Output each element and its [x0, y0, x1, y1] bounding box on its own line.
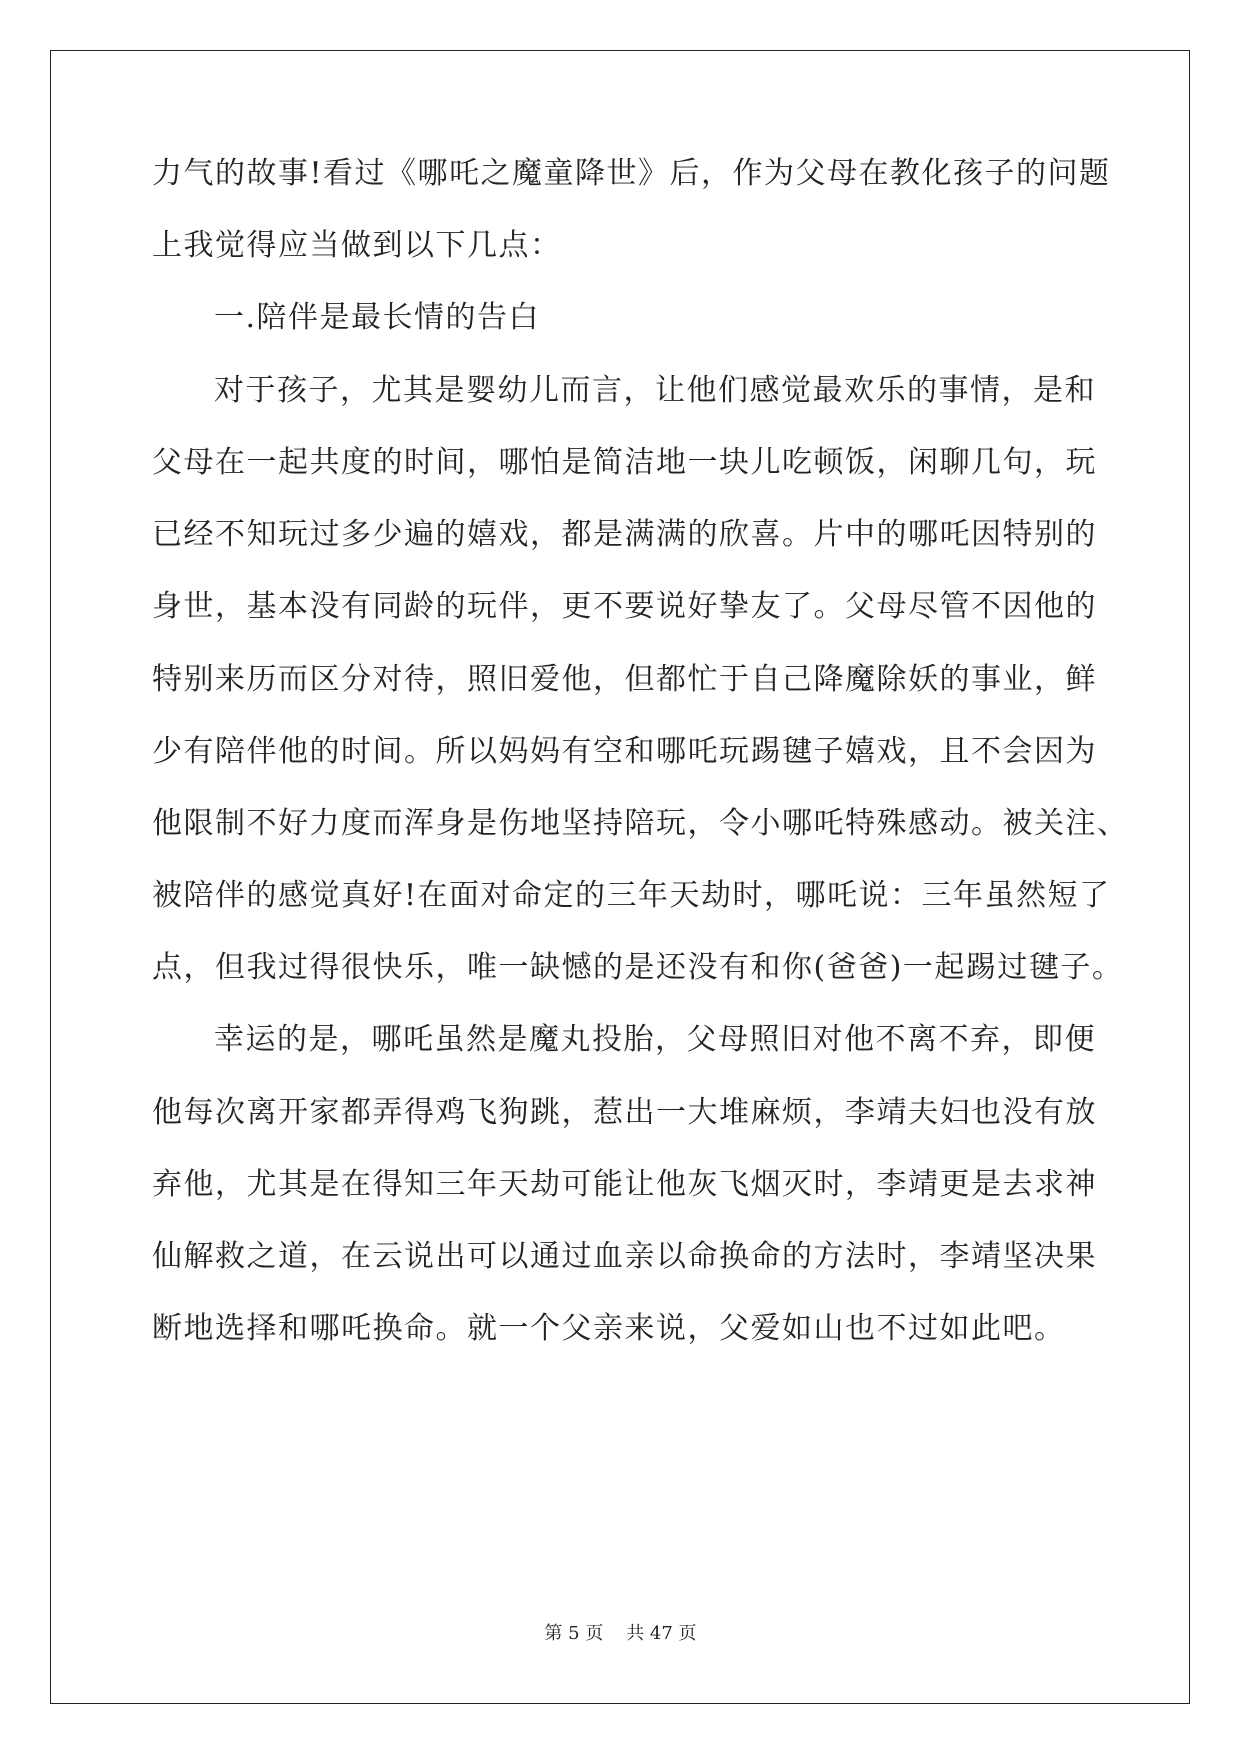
body-line: 点，但我过得很快乐，唯一缺憾的是还没有和你(爸爸)一起踢过毽子。	[152, 950, 1124, 985]
section-heading: 一.陪伴是最长情的告白	[214, 300, 541, 335]
body-line: 断地选择和哪吒换命。就一个父亲来说，父爱如山也不过如此吧。	[152, 1311, 1066, 1346]
body-line: 少有陪伴他的时间。所以妈妈有空和哪吒玩踢毽子嬉戏，且不会因为	[152, 734, 1097, 769]
body-line: 父母在一起共度的时间，哪怕是简洁地一块儿吃顿饭，闲聊几句，玩	[152, 445, 1097, 480]
body-line: 已经不知玩过多少遍的嬉戏，都是满满的欣喜。片中的哪吒因特别的	[152, 517, 1097, 552]
body-line: 弃他，尤其是在得知三年天劫可能让他灰飞烟灭时，李靖更是去求神	[152, 1167, 1097, 1202]
body-line: 身世，基本没有同龄的玩伴，更不要说好挚友了。父母尽管不因他的	[152, 589, 1097, 624]
body-line: 力气的故事!看过《哪吒之魔童降世》后，作为父母在教化孩子的问题	[152, 156, 1111, 191]
body-line: 仙解救之道，在云说出可以通过血亲以命换命的方法时，李靖坚决果	[152, 1239, 1097, 1274]
body-line: 被陪伴的感觉真好!在面对命定的三年天劫时，哪吒说：三年虽然短了	[152, 878, 1111, 913]
body-line: 特别来历而区分对待，照旧爱他，但都忙于自己降魔除妖的事业，鲜	[152, 662, 1097, 697]
body-line: 他限制不好力度而浑身是伤地坚持陪玩，令小哪吒特殊感动。被关注、	[152, 806, 1129, 841]
body-line: 对于孩子，尤其是婴幼儿而言，让他们感觉最欢乐的事情，是和	[214, 373, 1096, 408]
body-line: 他每次离开家都弄得鸡飞狗跳，惹出一大堆麻烦，李靖夫妇也没有放	[152, 1095, 1097, 1130]
page-number-footer: 第 5 页 共 47 页	[544, 1623, 697, 1644]
body-line: 上我觉得应当做到以下几点：	[152, 228, 562, 263]
body-line: 幸运的是，哪吒虽然是魔丸投胎，父母照旧对他不离不弃，即便	[214, 1022, 1096, 1057]
